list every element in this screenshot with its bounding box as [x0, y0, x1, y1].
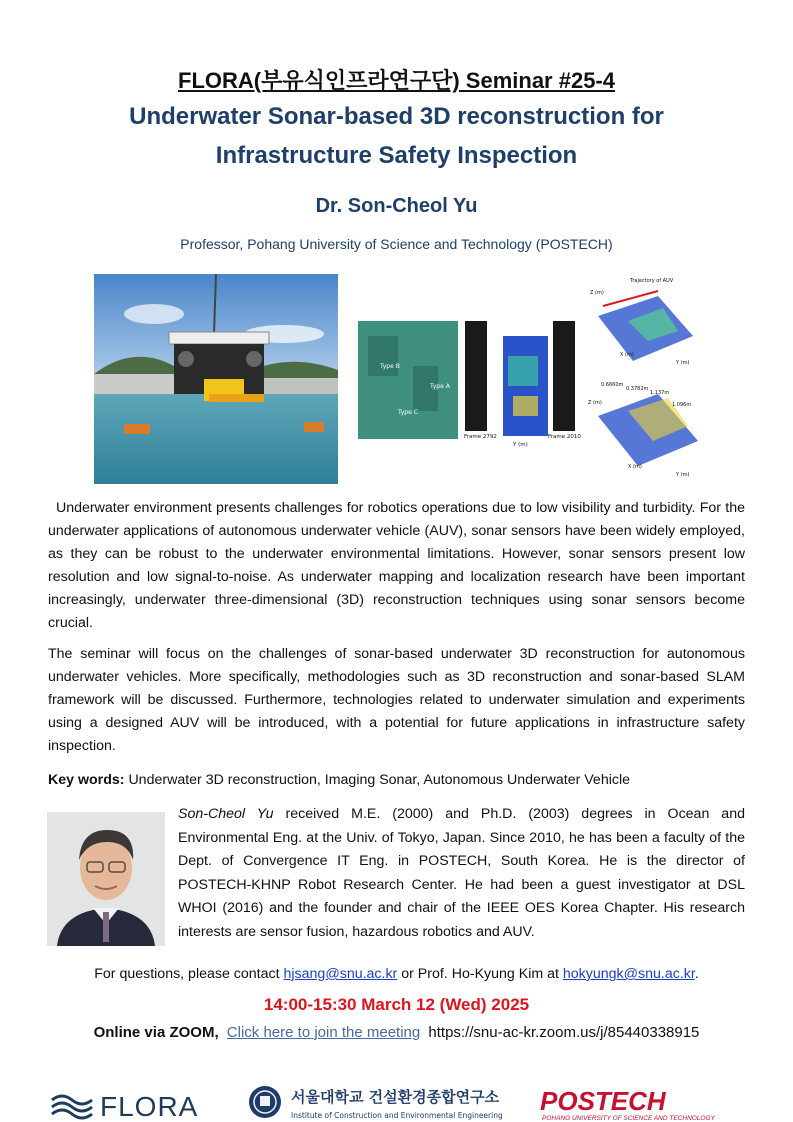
bio-text: received M.E. (2000) and Ph.D. (2003) degrees in Ocean and Environmental Eng. at the Univ. of Tokyo, Japan. Since 2010, he has been a faculty of the Dept. of Convergence IT Eng. in POSTECH, South Korea. He is the director of POSTECH-KHNP Robot Research Center. He had been a guest investigator at DSL WHOI (2016) and the founder and chair of the IEEE OES Korea Chapter. His research interests are sensor fusion, hazardous robotics and AUV. [178, 806, 745, 940]
fig-label-type-c: Type C [398, 409, 418, 416]
speaker-affiliation: Professor, Pohang University of Science and Technology (POSTECH) [180, 236, 613, 252]
fig-label-x-top: X (m) [620, 352, 634, 358]
postech-logo-subtext: POHANG UNIVERSITY OF SCIENCE AND TECHNOLOGY [542, 1115, 715, 1122]
fig-label-frame-2010: Frame 2010 [548, 434, 581, 440]
fig-label-y-top: Y (m) [676, 360, 690, 366]
auv-photo [94, 274, 338, 484]
flora-logo-text: FLORA [100, 1091, 199, 1122]
zoom-join-link[interactable]: Click here to join the meeting [226, 1024, 421, 1041]
postech-logo [538, 1086, 748, 1122]
zoom-line [0, 1024, 793, 1041]
keywords [48, 769, 745, 792]
contact-prefix: For questions, please contact [94, 966, 280, 982]
keywords-label: Key words: [48, 772, 125, 788]
keywords-text: Underwater 3D reconstruction, Imaging Sonar, Autonomous Underwater Vehicle [128, 772, 630, 788]
fig-label-c-val: 0.3782m [626, 386, 649, 392]
abstract-paragraph-1: Underwater environment presents challenges for robotics operations due to low visibility and turbidity. For the underwater applications of autonomous underwater vehicle (AUV), sonar sensors have been widely employed, as they can be robust to the underwater environmental limitations. However, sonar sensors present low resolution and low signal-to-noise. As underwater mapping and localization research have been important increasingly, underwater three-dimensional (3D) reconstruction techniques using sonar sensors become crucial. [48, 500, 745, 631]
postech-logo-text: POSTECH [540, 1086, 666, 1116]
contact-email-link-2[interactable]: hokyungk@snu.ac.kr [562, 966, 695, 982]
speaker-bio [178, 803, 745, 944]
contact-middle: or Prof. Ho-Kyung Kim at [401, 966, 559, 982]
bio-name: Son-Cheol Yu [178, 806, 274, 822]
sonar-reconstruction-figure [358, 276, 703, 484]
fig-label-y-bottom: Y (m) [676, 472, 690, 478]
fig-label-type-a: Type A [430, 383, 450, 390]
speaker-name: Dr. Son-Cheol Yu [315, 195, 478, 217]
fig-label-x-bottom: X (m) [628, 464, 642, 470]
abstract-paragraph-2: The seminar will focus on the challenges of sonar-based underwater 3D reconstruction for autonomous underwater vehicles. More specifically, methodologies such as 3D reconstruction and sonar-based SLAM framework will be discussed. Furthermore, technologies related to underwater simulation and experiments using a designed AUV will be introduced, with a potential for future applications in infrastructure safety inspection. [48, 646, 745, 754]
fig-label-z-top: Z (m) [590, 290, 604, 296]
contact-suffix: . [694, 966, 699, 982]
contact-line [0, 966, 793, 982]
snu-logo-korean: 서울대학교 건설환경종합연구소 [291, 1088, 500, 1106]
fig-label-a-val2: 1.096m [672, 402, 692, 408]
zoom-label: Online via ZOOM, [93, 1024, 219, 1041]
talk-title-line2: Infrastructure Safety Inspection [215, 142, 578, 169]
fig-label-z-bottom: Z (m) [588, 400, 602, 406]
fig-label-trajectory: Trajectory of AUV [630, 278, 674, 284]
contact-email-link-1[interactable]: hjsang@snu.ac.kr [283, 966, 398, 982]
seminar-series-title: FLORA(부유식인프라연구단) Seminar #25-4 [178, 68, 615, 93]
fig-label-b-val: 0.6660m [601, 382, 624, 388]
snu-logo-english: Institute of Construction and Environmental Engineering [291, 1111, 503, 1120]
zoom-url: https://snu-ac-kr.zoom.us/j/85440338915 [428, 1024, 700, 1041]
event-datetime: 14:00-15:30 March 12 (Wed) 2025 [263, 995, 530, 1014]
talk-title-line1: Underwater Sonar-based 3D reconstruction for [129, 103, 664, 130]
fig-label-y-axis-mid: Y (m) [513, 442, 528, 448]
flora-logo [50, 1086, 215, 1122]
snu-logo [247, 1084, 517, 1122]
fig-label-type-b: Type B [380, 363, 400, 370]
fig-label-a-val1: 1.137m [650, 390, 670, 396]
speaker-portrait [47, 812, 165, 946]
fig-label-frame-2792: Frame 2792 [464, 434, 497, 440]
